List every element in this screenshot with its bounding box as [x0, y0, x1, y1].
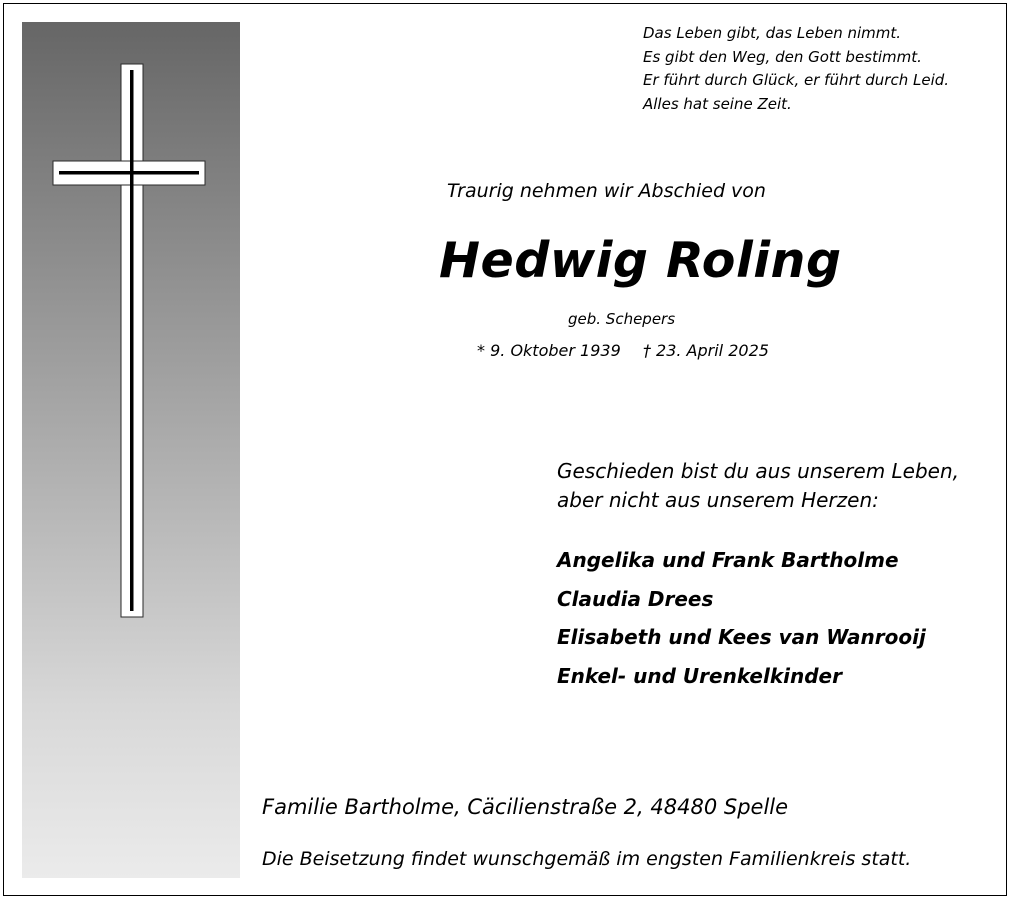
mourner-entry: Enkel- und Urenkelkinder — [557, 663, 842, 688]
poem-line: Das Leben gibt, das Leben nimmt. — [643, 24, 902, 42]
poem — [643, 22, 949, 116]
mourner-entry: Angelika und Frank Bartholme — [557, 548, 899, 572]
quote-line: aber nicht aus unserem Herzen: — [557, 488, 879, 512]
quote — [557, 457, 959, 515]
mourner-entry: Claudia Drees — [557, 586, 714, 611]
life-dates — [477, 341, 769, 360]
poem-line: Es gibt den Weg, den Gott bestimmt. — [643, 47, 922, 66]
deceased-name: Hedwig Roling — [439, 232, 842, 289]
burial-notice: Die Beisetzung findet wunschgemäß im engsten Familienkreis statt. — [262, 848, 912, 870]
death-date: † 23. April 2025 — [642, 341, 769, 360]
birth-date: * 9. Oktober 1939 — [477, 341, 621, 360]
maiden-name: geb. Schepers — [568, 310, 676, 328]
gradient-side-panel — [22, 22, 240, 878]
mourner-entry: Elisabeth und Kees van Wanrooij — [557, 625, 926, 649]
latin-cross-icon — [22, 22, 240, 878]
quote-line: Geschieden bist du aus unserem Leben, — [557, 459, 960, 483]
poem-line: Alles hat seine Zeit. — [643, 94, 792, 113]
poem-line: Er führt durch Glück, er führt durch Leid. — [643, 71, 950, 89]
intro-text: Traurig nehmen wir Abschied von — [447, 180, 766, 202]
mourners-list — [557, 541, 926, 695]
family-address: Familie Bartholme, Cäcilienstraße 2, 48480 Spelle — [262, 795, 789, 819]
